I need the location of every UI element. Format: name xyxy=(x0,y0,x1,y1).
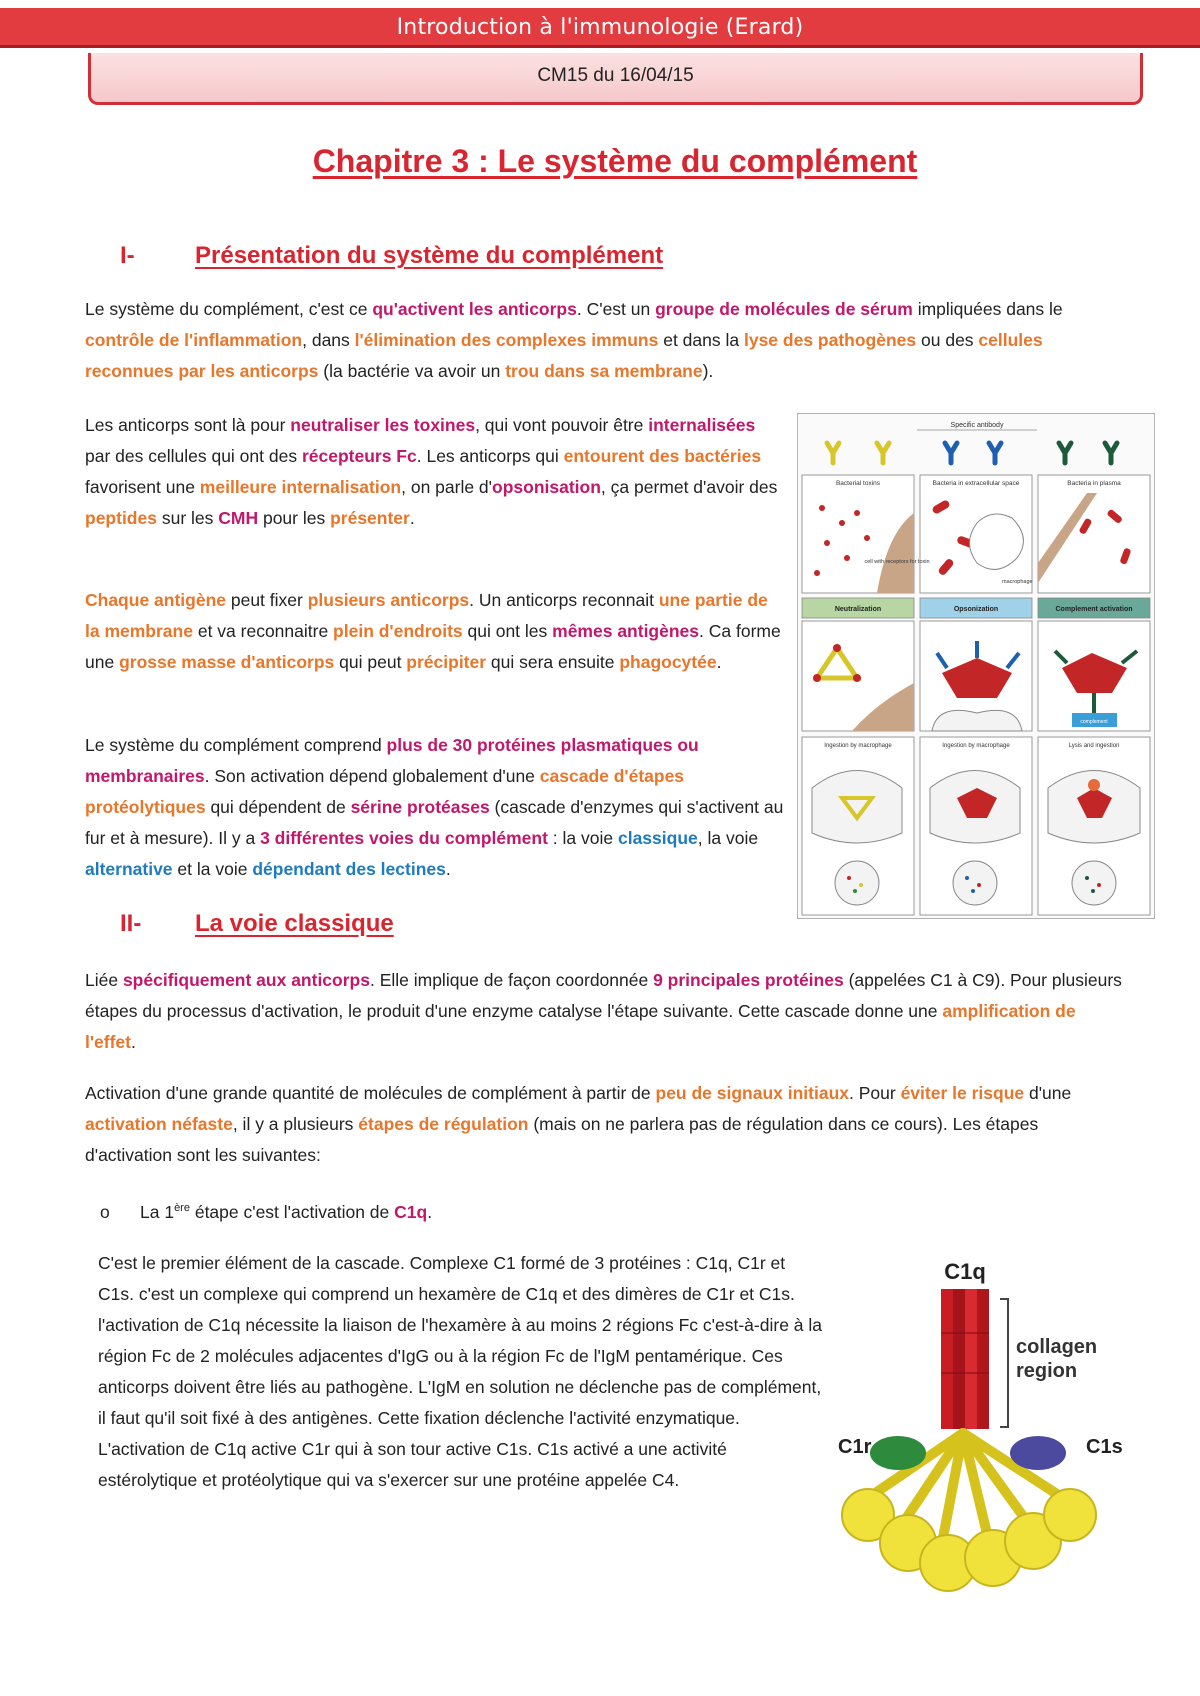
section-1-paragraph-4 xyxy=(85,730,790,885)
highlighted-term: précipiter xyxy=(406,652,487,672)
text-run: (la bactérie va avoir un xyxy=(318,361,506,381)
fig1-top-label: Specific antibody xyxy=(950,422,1004,429)
text-run: . xyxy=(716,652,722,672)
text-run: . Son activation dépend globalement d'une xyxy=(204,766,540,786)
highlighted-term: présenter xyxy=(330,508,410,528)
text-run: Le système du complément, c'est ce xyxy=(85,299,373,319)
bullet-mid: étape c'est l'activation de xyxy=(189,1201,395,1222)
highlighted-term: 9 principales protéines xyxy=(653,970,844,990)
section-1-number: I- xyxy=(120,242,135,269)
highlighted-term: CMH xyxy=(218,508,259,528)
text-run: (appelées C1 à C9). Pour plusieurs étapes du processus d'activation, le produit d'une enzyme catalyse l'étape suivante. Cette cascade donne une xyxy=(85,970,1122,1021)
text-run: d'une xyxy=(1024,1083,1072,1103)
session-header: CM15 du 16/04/15 xyxy=(88,53,1143,105)
section-2-heading xyxy=(120,910,394,938)
highlighted-term: alternative xyxy=(85,859,173,879)
section-1-title: Présentation du système du complément xyxy=(195,242,664,269)
text-run: et va reconnaitre xyxy=(192,621,334,641)
highlighted-term: sérine protéases xyxy=(350,797,490,817)
text-run: . Un anticorps reconnait xyxy=(469,590,659,610)
highlighted-term: meilleure internalisation xyxy=(199,477,402,497)
highlighted-term: Chaque antigène xyxy=(85,590,226,610)
fig1-outcome-1: Ingestion by macrophage xyxy=(824,743,892,749)
highlighted-term: plein d'endroits xyxy=(333,621,463,641)
text-run: qui peut xyxy=(334,652,407,672)
antibody-functions-figure xyxy=(797,413,1155,919)
text-run: . xyxy=(409,508,415,528)
highlighted-term: peu de signaux initiaux xyxy=(655,1083,850,1103)
text-run: , il y a plusieurs xyxy=(232,1114,359,1134)
highlighted-term: amplification de l'effet xyxy=(85,1001,1076,1052)
highlighted-term: neutraliser les toxines xyxy=(290,415,476,435)
highlighted-term: plusieurs anticorps xyxy=(307,590,470,610)
section-2-paragraph-1 xyxy=(85,965,1125,1058)
section-1-paragraph-3 xyxy=(85,585,785,678)
bullet-em: C1q xyxy=(394,1201,428,1222)
fig1-mechanism-2: Opsonization xyxy=(953,606,999,613)
text-run: , qui vont pouvoir être xyxy=(475,415,649,435)
fig2-c1q-label: C1q xyxy=(944,1259,986,1284)
c1r-molecule xyxy=(870,1436,926,1470)
section-2-title: La voie classique xyxy=(195,910,394,937)
highlighted-term: étapes de régulation xyxy=(358,1114,529,1134)
text-run: : la voie xyxy=(547,828,618,848)
bullet-pre: La 1 xyxy=(140,1201,175,1222)
chapter-title: Chapitre 3 : Le système du complément xyxy=(312,143,918,179)
text-run: qui dépendent de xyxy=(205,797,351,817)
text-run: , dans xyxy=(302,330,355,350)
text-run: Les anticorps sont là pour xyxy=(85,415,291,435)
fig1-complement-label: complement xyxy=(1080,719,1108,725)
text-run: par des cellules qui ont des xyxy=(85,446,302,466)
text-run: . Ca forme une xyxy=(85,621,781,672)
highlighted-term: plus de 30 protéines plasmatiques ou membranaires xyxy=(85,735,699,786)
fig1-col-label-3: Bacteria in plasma xyxy=(1067,480,1121,487)
text-run: (cascade d'enzymes qui s'activent au fur et à mesure). Il y a xyxy=(85,797,784,848)
text-run: . xyxy=(445,859,451,879)
highlighted-term: internalisées xyxy=(648,415,756,435)
text-run: peut fixer xyxy=(226,590,308,610)
section-2-number: II- xyxy=(120,910,142,937)
highlighted-term: lyse des pathogènes xyxy=(743,330,917,350)
fig1-macrophage-label: macrophage xyxy=(1002,579,1033,585)
highlighted-term: groupe de molécules de sérum xyxy=(655,299,913,319)
fig1-mechanism-3: Complement activation xyxy=(1055,606,1133,613)
text-run: Le système du complément comprend xyxy=(85,735,387,755)
highlighted-term: phagocytée xyxy=(619,652,717,672)
text-run: impliquées dans le xyxy=(912,299,1063,319)
highlighted-term: activation néfaste xyxy=(85,1114,233,1134)
text-run: sur les xyxy=(156,508,219,528)
text-run: Activation d'une grande quantité de molécules de complément à partir de xyxy=(85,1083,656,1103)
highlighted-term: peptides xyxy=(85,508,157,528)
text-run: ou des xyxy=(916,330,979,350)
text-run: et la voie xyxy=(172,859,253,879)
text-run: ). xyxy=(702,361,714,381)
fig1-col-label-2: Bacteria in extracellular space xyxy=(932,480,1020,487)
section-1-heading xyxy=(120,242,663,270)
collagen-stalk xyxy=(941,1289,989,1429)
highlighted-term: cascade d'étapes protéolytiques xyxy=(85,766,685,817)
fig1-outcome-2: Ingestion by macrophage xyxy=(942,743,1010,749)
section-1-paragraph-2 xyxy=(85,410,785,534)
fig2-c1s-label: C1s xyxy=(1086,1436,1123,1458)
highlighted-term: trou dans sa membrane xyxy=(505,361,703,381)
fig2-region-label: region xyxy=(1016,1360,1078,1382)
text-run: . xyxy=(130,1032,136,1052)
highlighted-term: l'élimination des complexes immuns xyxy=(354,330,659,350)
section-2-paragraph-2 xyxy=(85,1078,1125,1171)
fig1-col-label-1: Bacterial toxins xyxy=(835,480,881,487)
text-run: , la voie xyxy=(697,828,759,848)
text-run: qui ont les xyxy=(462,621,553,641)
text-run: . Elle implique de façon coordonnée xyxy=(369,970,654,990)
section-2-paragraph-3 xyxy=(98,1248,825,1496)
c1-complex-figure xyxy=(838,1253,1158,1598)
bullet-sup: ère xyxy=(174,1202,190,1214)
course-header: Introduction à l'immunologie (Erard) xyxy=(0,8,1200,48)
fig1-mechanism-1: Neutralization xyxy=(834,606,882,613)
text-run: et dans la xyxy=(658,330,744,350)
highlighted-term: une partie de la membrane xyxy=(85,590,768,641)
fig2-c1r-label: C1r xyxy=(838,1436,872,1458)
text-run: C'est le premier élément de la cascade. Complexe C1 formé de 3 protéines : C1q, C1r et C1s. c'est un complexe qui comprend un hexamère de C1q et des dimères de C1r et C1s. l'activation de C1q nécessite la liaison de l'hexamère à au moins 2 régions Fc c'est-à-dire à la région Fc de 2 molécules adjacentes d'IgG ou à la région Fc de l'IgM pentamérique. Ces anticorps doivent être liés au pathogène. L'IgM en solution ne déclenche pas de complément, il faut qu'il soit fixé à des antigènes. Cette fixation déclenche l'activité enzymatique. L'activation de C1q active C1r qui à son tour active C1s. C1s activé a une activité estérolytique et protéolytique qui va s'exercer sur une protéine appelée C4. xyxy=(98,1253,823,1490)
text-run: pour les xyxy=(258,508,331,528)
highlighted-term: dépendant des lectines xyxy=(252,859,446,879)
highlighted-term: spécifiquement aux anticorps xyxy=(122,970,370,990)
highlighted-term: 3 différentes voies du complément xyxy=(260,828,548,848)
text-run: , ça permet d'avoir des xyxy=(600,477,778,497)
text-run: . Pour xyxy=(849,1083,901,1103)
highlighted-term: cellules reconnues par les anticorps xyxy=(85,330,1043,381)
globular-heads xyxy=(842,1489,1096,1591)
highlighted-term: classique xyxy=(617,828,698,848)
fig1-cell-label: cell with receptors for toxin xyxy=(864,559,930,565)
fig1-outcome-3: Lysis and ingestion xyxy=(1068,743,1120,749)
highlighted-term: récepteurs Fc xyxy=(301,446,417,466)
highlighted-term: qu'activent les anticorps xyxy=(372,299,577,319)
bullet-post: . xyxy=(427,1201,433,1222)
fig2-collagen-label: collagen xyxy=(1016,1336,1098,1358)
highlighted-term: mêmes antigènes xyxy=(552,621,700,641)
highlighted-term: éviter le risque xyxy=(900,1083,1025,1103)
bullet-mark: o xyxy=(100,1201,110,1222)
text-run: favorisent une xyxy=(85,477,200,497)
section-1-paragraph-1 xyxy=(85,294,1125,387)
highlighted-term: grosse masse d'anticorps xyxy=(119,652,335,672)
text-run: Liée xyxy=(85,970,123,990)
text-run: , on parle d' xyxy=(401,477,493,497)
text-run: . C'est un xyxy=(576,299,656,319)
bullet-step-1 xyxy=(100,1193,432,1228)
text-run: . Les anticorps qui xyxy=(416,446,564,466)
highlighted-term: opsonisation xyxy=(492,477,601,497)
text-run: qui sera ensuite xyxy=(486,652,620,672)
highlighted-term: entourent des bactéries xyxy=(563,446,762,466)
c1s-molecule xyxy=(1010,1436,1066,1470)
text-run: (mais on ne parlera pas de régulation dans ce cours). Les étapes d'activation sont les suivantes: xyxy=(85,1114,1039,1165)
highlighted-term: contrôle de l'inflammation xyxy=(85,330,303,350)
